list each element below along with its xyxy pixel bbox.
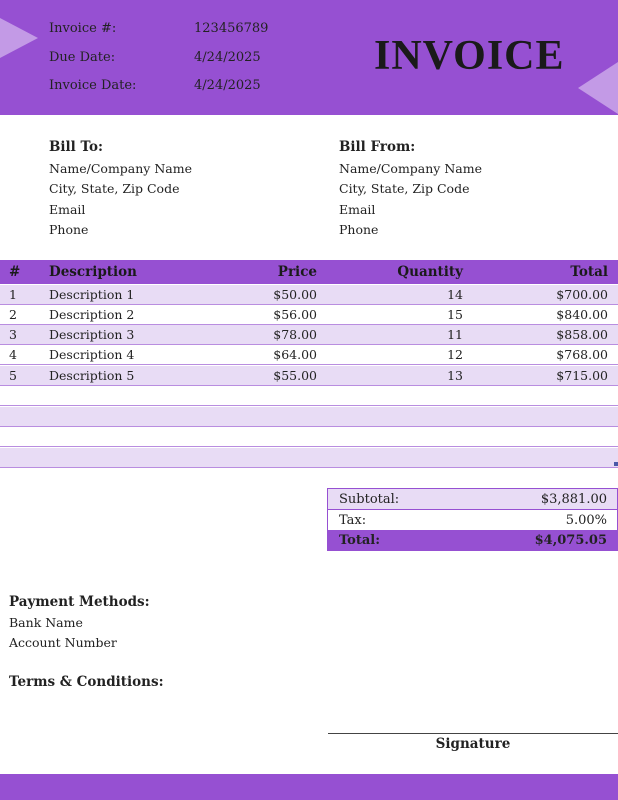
row-description: Description 2 — [49, 307, 135, 322]
row-number: 5 — [9, 368, 17, 383]
account-number: Account Number — [9, 635, 117, 650]
table-row-empty — [0, 386, 618, 406]
invoice-number-value: 123456789 — [194, 21, 269, 36]
bill-from-phone: Phone — [339, 222, 379, 237]
column-header-quantity: Quantity — [397, 264, 463, 280]
subtotal-value: $3,881.00 — [540, 491, 607, 507]
bill-to-heading: Bill To: — [49, 139, 103, 155]
bill-to-name: Name/Company Name — [49, 160, 192, 176]
bill-from-address: City, State, Zip Code — [339, 181, 470, 196]
payment-methods — [9, 592, 150, 654]
tax-row — [328, 510, 617, 530]
row-number: 1 — [9, 287, 17, 302]
column-header-description: Description — [49, 264, 137, 280]
row-price: $56.00 — [273, 307, 317, 322]
row-quantity: 14 — [447, 287, 463, 302]
table-row — [0, 325, 618, 345]
row-description: Description 5 — [49, 368, 135, 383]
row-quantity: 11 — [447, 327, 463, 342]
footer-bar — [0, 774, 618, 800]
due-date-label: Due Date: — [49, 50, 116, 65]
table-row — [0, 305, 618, 325]
row-quantity: 12 — [447, 347, 463, 362]
row-price: $64.00 — [273, 347, 317, 362]
subtotal-row — [328, 489, 617, 510]
row-description: Description 1 — [49, 287, 135, 302]
row-total: $768.00 — [556, 347, 608, 362]
total-label: Total: — [339, 532, 381, 548]
column-header-total: Total — [570, 264, 608, 280]
table-resize-handle — [614, 462, 618, 466]
table-row — [0, 345, 618, 365]
total-value: $4,075.05 — [534, 532, 607, 548]
table-row — [0, 285, 618, 305]
invoice-title: INVOICE — [374, 33, 565, 79]
row-total: $715.00 — [556, 368, 608, 383]
bill-from-block — [339, 137, 482, 241]
bank-name: Bank Name — [9, 614, 83, 630]
bill-to-email: Email — [49, 201, 86, 217]
total-row — [328, 530, 617, 550]
signature-line — [328, 733, 618, 734]
due-date-value: 4/24/2025 — [194, 50, 261, 65]
signature-label: Signature — [435, 736, 511, 752]
totals-summary — [327, 488, 618, 551]
row-total: $840.00 — [556, 307, 608, 322]
table-row-empty — [0, 427, 618, 447]
tax-value: 5.00% — [565, 512, 607, 528]
invoice-number-label: Invoice #: — [49, 21, 117, 36]
tax-label: Tax: — [339, 512, 367, 528]
column-header-number: # — [9, 264, 21, 280]
row-price: $50.00 — [273, 287, 317, 302]
bill-from-email: Email — [339, 201, 376, 217]
invoice-date-label: Invoice Date: — [49, 78, 137, 93]
row-number: 4 — [9, 347, 17, 362]
row-description: Description 4 — [49, 347, 135, 362]
table-row — [0, 366, 618, 386]
payment-methods-heading: Payment Methods: — [9, 594, 150, 610]
bill-from-heading: Bill From: — [339, 139, 416, 155]
row-total: $858.00 — [556, 327, 608, 342]
row-price: $55.00 — [273, 368, 317, 383]
row-number: 3 — [9, 327, 17, 342]
invoice-header — [0, 0, 618, 115]
row-number: 2 — [9, 307, 17, 322]
row-quantity: 13 — [447, 368, 463, 383]
bill-to-block — [49, 137, 192, 241]
bill-to-address: City, State, Zip Code — [49, 181, 180, 196]
row-quantity: 15 — [447, 307, 463, 322]
column-header-price: Price — [277, 264, 317, 280]
table-row-empty — [0, 448, 618, 468]
row-price: $78.00 — [273, 327, 317, 342]
invoice-date-value: 4/24/2025 — [194, 78, 261, 93]
items-table-header — [0, 260, 618, 284]
decorative-triangle-left — [0, 18, 38, 58]
terms-heading: Terms & Conditions: — [9, 674, 164, 690]
row-description: Description 3 — [49, 327, 135, 342]
bill-from-name: Name/Company Name — [339, 160, 482, 176]
decorative-triangle-right — [578, 62, 618, 114]
subtotal-label: Subtotal: — [339, 491, 400, 507]
table-row-empty — [0, 407, 618, 427]
row-total: $700.00 — [556, 287, 608, 302]
bill-to-phone: Phone — [49, 222, 89, 237]
